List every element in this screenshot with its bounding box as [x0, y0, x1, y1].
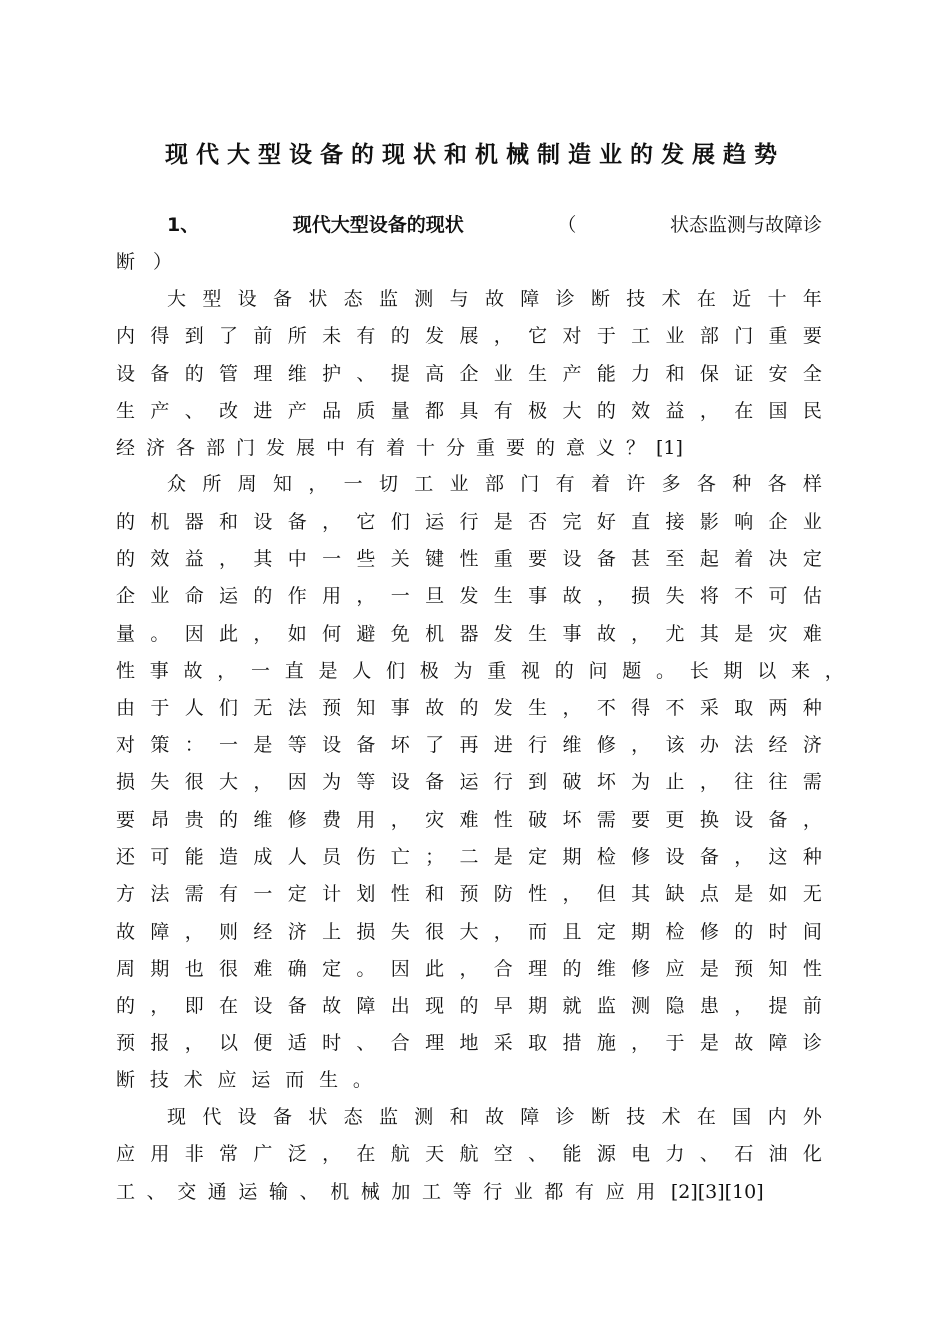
text-line: 还 可 能 造 成 人 员 伤 亡 ； 二 是 定 期 检 修 设 备 ， 这 种	[116, 846, 822, 868]
text-line: 设 备 的 管 理 维 护 、 提 高 企 业 生 产 能 力 和 保 证 安 全	[116, 363, 822, 385]
citation: [1]	[656, 437, 683, 459]
section-paren-close: ）	[153, 251, 173, 273]
text-line: 故 障 ， 则 经 济 上 损 失 很 大 ， 而 且 定 期 检 修 的 时 间	[116, 921, 822, 943]
section-number: 1、	[167, 214, 200, 236]
text-line-last	[116, 1178, 822, 1206]
text-line: 应 用 非 常 广 泛 ， 在 航 天 航 空 、 能 源 电 力 、 石 油 化	[116, 1143, 822, 1165]
citation: [2][3][10]	[670, 1181, 764, 1203]
text-line: 损 失 很 大 ， 因 为 等 设 备 运 行 到 破 坏 为 止 ， 往 往 需	[116, 771, 822, 793]
text-line: 量 。 因 此 ， 如 何 避 免 机 器 发 生 事 故 ， 尤 其 是 灾 难	[116, 623, 822, 645]
text-line: 方 法 需 有 一 定 计 划 性 和 预 防 性 ， 但 其 缺 点 是 如 无	[116, 883, 822, 905]
text-line: 企 业 命 运 的 作 用 ， 一 旦 发 生 事 故 ， 损 失 将 不 可 估	[116, 585, 822, 607]
text-line-last	[116, 434, 822, 462]
text-line: 由 于 人 们 无 法 预 知 事 故 的 发 生 ， 不 得 不 采 取 两 种	[116, 697, 822, 719]
section-note: 状态监测与故障诊	[669, 214, 822, 236]
text-line: 的 效 益 ， 其 中 一 些 关 键 性 重 要 设 备 甚 至 起 着 决 定	[116, 548, 822, 570]
text-line: 内 得 到 了 前 所 未 有 的 发 展 ， 它 对 于 工 业 部 门 重 要	[116, 325, 822, 347]
document-title: 现代大型设备的现状和机械制造业的发展趋势	[165, 142, 785, 168]
section-heading	[167, 211, 822, 239]
text-line: 工、交通运输、机械加工等行业都有应用	[116, 1181, 667, 1203]
text-line: 性 事 故 ， 一 直 是 人 们 极 为 重 视 的 问 题 。 长 期 以 来 ，	[116, 660, 844, 682]
section-paren-open: （	[557, 214, 577, 236]
text-line: 经济各部门发展中有着十分重要的意义？	[116, 437, 657, 459]
section-note-cont: 断	[116, 251, 136, 273]
text-line: 对 策 ： 一 是 等 设 备 坏 了 再 进 行 维 修 ， 该 办 法 经 济	[116, 734, 822, 756]
text-line: 要 昂 贵 的 维 修 费 用 ， 灾 难 性 破 坏 需 要 更 换 设 备 ，	[116, 809, 822, 831]
text-line: 大 型 设 备 状 态 监 测 与 故 障 诊 断 技 术 在 近 十 年	[167, 288, 822, 310]
text-line: 众 所 周 知 ， 一 切 工 业 部 门 有 着 许 多 各 种 各 样	[167, 473, 822, 495]
text-line: 的 ， 即 在 设 备 故 障 出 现 的 早 期 就 监 测 隐 患 ， 提 前	[116, 995, 822, 1017]
section-title: 现代大型设备的现状	[292, 214, 464, 236]
text-line: 断 技 术 应 运 而 生 。	[116, 1069, 372, 1091]
text-line: 周 期 也 很 难 确 定 。 因 此 ， 合 理 的 维 修 应 是 预 知 性	[116, 958, 822, 980]
text-line: 生 产 、 改 进 产 品 质 量 都 具 有 极 大 的 效 益 ， 在 国 民	[116, 400, 822, 422]
section-heading-cont	[116, 248, 822, 276]
text-line: 现 代 设 备 状 态 监 测 和 故 障 诊 断 技 术 在 国 内 外	[167, 1106, 822, 1128]
text-line: 预 报 ， 以 便 适 时 、 合 理 地 采 取 措 施 ， 于 是 故 障 诊	[116, 1032, 822, 1054]
text-line: 的 机 器 和 设 备 ， 它 们 运 行 是 否 完 好 直 接 影 响 企 业	[116, 511, 822, 533]
